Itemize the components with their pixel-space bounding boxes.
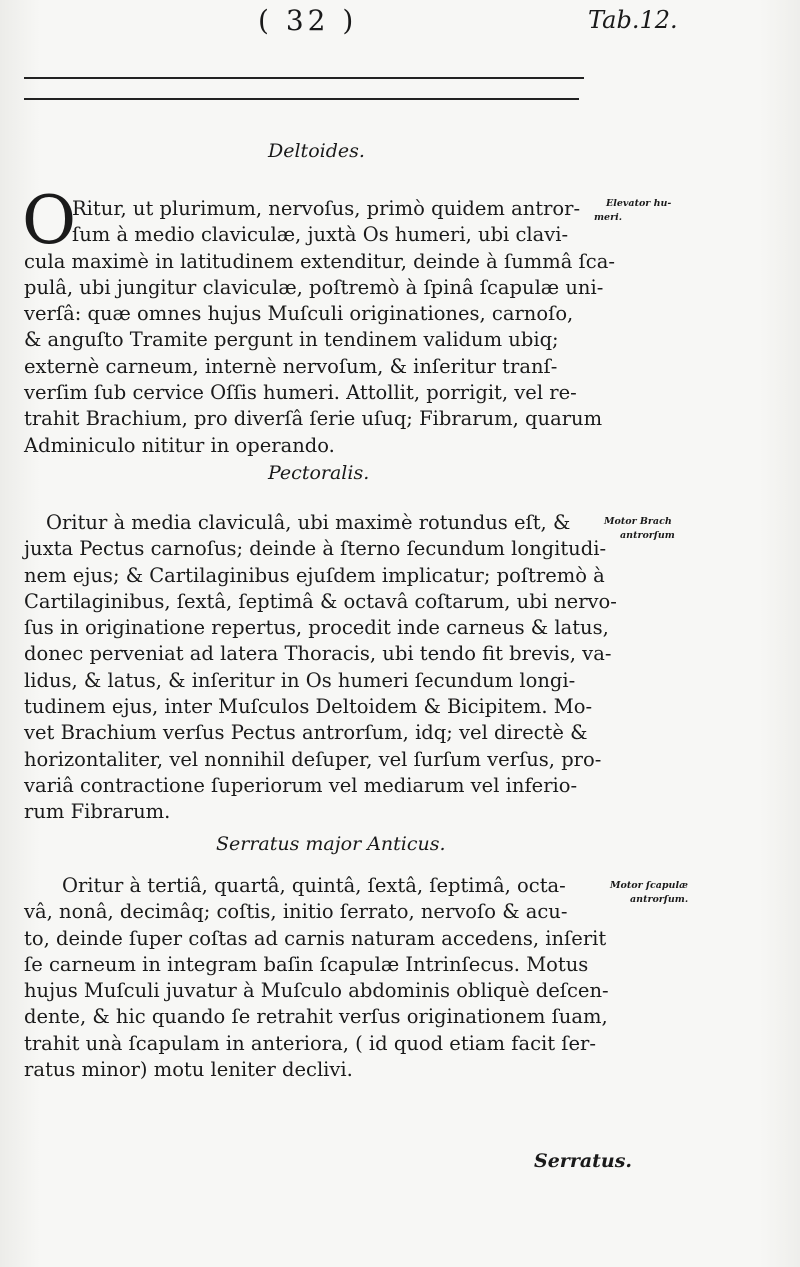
page-number: ( 32 )	[258, 4, 358, 37]
deltoides-paragraph	[24, 196, 614, 459]
text-line: vet Brachium verſus Pectus antrorſum, idq; vel directè &	[24, 721, 588, 745]
text-line: juxta Pectus carnoſus; deinde à ſterno ſecundum longitudi-	[24, 537, 607, 561]
margin-note-pectoralis-cont: antrorſum	[620, 530, 675, 541]
margin-note-deltoides-cont: meri.	[594, 212, 623, 223]
text-line: pulâ, ubi jungitur claviculæ, poſtremò à ſpinâ ſcapulæ uni-	[24, 275, 604, 299]
text-line: horizontaliter, vel nonnihil deſuper, vel ſurſum verſus, pro-	[24, 747, 602, 771]
text-line: lidus, & latus, & inſeritur in Os humeri ſecundum longi-	[24, 668, 576, 692]
text-line: Cartilaginibus, ſextâ, ſeptimâ & octavâ coſtarum, ubi nervo-	[24, 589, 617, 613]
text-line: dente, & hic quando ſe retrahit verſus originationem ſuam,	[24, 1005, 608, 1029]
drop-cap: O	[22, 182, 77, 259]
section-title-pectoralis: Pectoralis.	[268, 462, 370, 484]
pectoralis-paragraph	[24, 510, 617, 826]
margin-note-serratus-cont: antrorſum.	[630, 894, 689, 905]
text-line: ſe carneum in integram baſin ſcapulæ Intrinſecus. Motus	[24, 952, 589, 976]
text-line: cula maximè in latitudinem extenditur, deinde à ſummâ ſca-	[24, 249, 615, 273]
text-line: tudinem ejus, inter Muſculos Deltoidem & Bicipitem. Mo-	[24, 695, 593, 719]
text-line: to, deinde ſuper coſtas ad carnis naturam accedens, inſerit	[24, 926, 607, 950]
text-line: verſim ſub cervice Oſſis humeri. Attollit, porrigit, vel re-	[24, 381, 577, 405]
text-line: nem ejus; & Cartilaginibus ejuſdem implicatur; poſtremò à	[24, 563, 605, 587]
text-line: variâ contractione ſuperiorum vel mediarum vel inferio-	[24, 773, 578, 797]
section-title-deltoides: Deltoides.	[268, 140, 365, 162]
text-line: ſum à medio claviculæ, juxtà Os humeri, ubi clavi-	[72, 223, 569, 247]
text-line: ſus in originatione repertus, procedit inde carneus & latus,	[24, 616, 609, 640]
text-line: Oritur à media claviculâ, ubi maximè rotundus eſt, &	[46, 511, 571, 534]
text-line: rum Fibrarum.	[24, 800, 171, 824]
text-line: verſâ: quæ omnes hujus Muſculi originationes, carnoſo,	[24, 302, 574, 326]
serratus-paragraph	[24, 873, 614, 1083]
text-line: vâ, nonâ, decimâq; coſtis, initio ſerrato, nervoſo & acu-	[24, 900, 568, 924]
text-line: Oritur à tertiâ, quartâ, quintâ, ſextâ, ſeptimâ, octa-	[62, 874, 566, 897]
margin-note-deltoides: Elevator hu-	[606, 198, 672, 209]
text-line: trahit Brachium, pro diverſâ ſerie uſuq; Fibrarum, quarum	[24, 407, 603, 431]
plate-reference: Tab.12.	[588, 6, 678, 34]
catchword: Serratus.	[534, 1150, 633, 1172]
margin-note-serratus: Motor ſcapulæ	[610, 880, 688, 891]
text-line: trahit unà ſcapulam in anteriora, ( id quod etiam facit ſer-	[24, 1031, 596, 1055]
text-line: Ritur, ut plurimum, nervoſus, primò quidem antror-	[72, 197, 581, 220]
header-rule-bottom	[24, 98, 579, 100]
text-line: & anguſto Tramite pergunt in tendinem validum ubiq;	[24, 328, 559, 352]
text-line: donec perveniat ad latera Thoracis, ubi tendo fit brevis, va-	[24, 642, 612, 666]
text-line: externè carneum, internè nervoſum, & inſeritur tranſ-	[24, 354, 558, 378]
section-title-serratus: Serratus major Anticus.	[216, 833, 446, 855]
text-line: Adminiculo nititur in operando.	[24, 433, 335, 457]
margin-note-pectoralis: Motor Brach	[604, 516, 672, 527]
header-rule-top	[24, 77, 584, 79]
text-line: ratus minor) motu leniter declivi.	[24, 1058, 353, 1082]
text-line: hujus Muſculi juvatur à Muſculo abdominis obliquè deſcen-	[24, 979, 609, 1003]
